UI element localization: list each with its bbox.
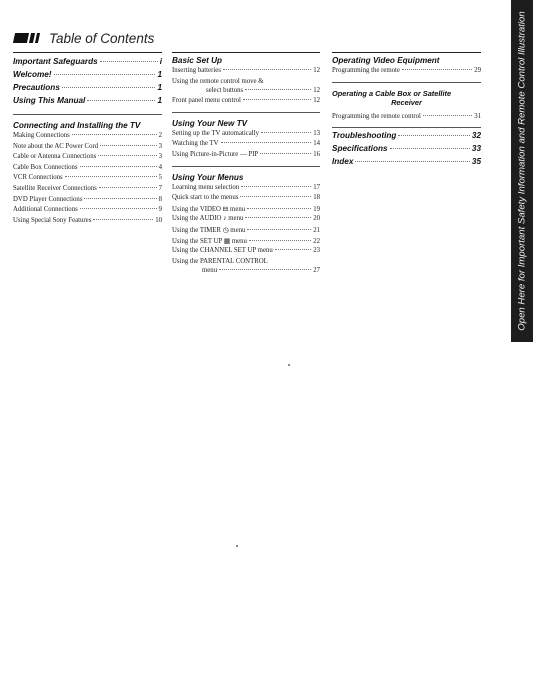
toc-column-2 xyxy=(172,52,320,277)
toc-entry-specifications[interactable]: Specifications 33 xyxy=(332,144,481,154)
toc-entry[interactable]: Making Connections 2 xyxy=(13,132,162,139)
toc-entry[interactable]: Inserting batteries 12 xyxy=(172,67,320,74)
toc-entry[interactable]: Learning menu selection 17 xyxy=(172,183,320,191)
toc-entry-troubleshooting[interactable]: Troubleshooting 32 xyxy=(332,131,481,141)
toc-column-3 xyxy=(332,52,481,170)
toc-entry[interactable]: Note about the AC Power Cord 3 xyxy=(13,142,162,150)
section-title-basic-set-up: Basic Set Up xyxy=(172,56,223,65)
section-title-connecting: Connecting and Installing the TV xyxy=(13,121,141,130)
toc-entry-index[interactable]: Index 35 xyxy=(332,157,481,167)
toc-column-1 xyxy=(13,52,162,227)
toc-entry[interactable]: Additional Connections 9 xyxy=(13,206,162,214)
toc-entry-line[interactable]: Using the PARENTAL CONTROL xyxy=(172,257,268,265)
side-tab[interactable] xyxy=(511,0,533,342)
page-title: Table of Contents xyxy=(49,30,155,46)
page-header xyxy=(14,28,154,48)
toc-entry[interactable]: Using the VIDEO ⊟ menu 19 xyxy=(172,205,320,213)
section-title-cable-box-line2: Receiver xyxy=(391,97,422,107)
section-title-video-equipment: Operating Video Equipment xyxy=(332,56,440,65)
toc-entry[interactable]: menu 27 xyxy=(202,266,320,274)
section-title-cable-box: Operating a Cable Box or Satellite xyxy=(332,88,452,98)
section-title-new-tv: Using Your New TV xyxy=(172,118,248,128)
side-tab-text: Open Here for Important Safety Information and Remote Control Illustration xyxy=(516,11,528,331)
toc-entry[interactable]: Using the CHANNEL SET UP menu 23 xyxy=(172,247,320,255)
toc-entry[interactable]: Programming the remote control 31 xyxy=(332,112,481,120)
toc-entry[interactable]: Setting up the TV automatically 13 xyxy=(172,129,320,137)
toc-entry[interactable]: Quick start to the menus 18 xyxy=(172,194,320,202)
toc-entry[interactable]: Cable Box Connections 4 xyxy=(13,163,162,171)
header-mark-icon xyxy=(14,33,39,43)
toc-entry[interactable]: Programming the remote 29 xyxy=(332,67,481,74)
toc-entry[interactable]: Using the SET UP ▦ menu 22 xyxy=(172,237,320,245)
toc-entry[interactable]: select buttons 12 xyxy=(206,86,320,94)
toc-entry[interactable]: Front panel menu control 12 xyxy=(172,97,320,105)
toc-entry[interactable]: VCR Connections 5 xyxy=(13,174,162,182)
toc-entry[interactable]: Satellite Receiver Connections 7 xyxy=(13,184,162,192)
scan-speck xyxy=(288,364,290,366)
toc-entry[interactable]: Using the TIMER ◷ menu 21 xyxy=(172,226,320,234)
toc-entry[interactable]: Using Picture-in-Picture — PIP 16 xyxy=(172,150,320,158)
toc-entry-important-safeguards[interactable]: Important Safeguards i xyxy=(13,57,162,66)
toc-entry-line[interactable]: Using the remote control move & xyxy=(172,77,264,85)
scan-speck xyxy=(236,545,238,547)
toc-entry[interactable]: Using the AUDIO ♪ menu 20 xyxy=(172,215,320,223)
toc-entry[interactable]: Cable or Antenna Connections 3 xyxy=(13,153,162,161)
toc-entry[interactable]: Using Special Sony Features 10 xyxy=(13,216,162,224)
toc-entry-precautions[interactable]: Precautions 1 xyxy=(13,83,162,92)
toc-entry[interactable]: DVD Player Connections 8 xyxy=(13,195,162,203)
toc-entry[interactable]: Watching the TV 14 xyxy=(172,140,320,148)
toc-entry-welcome[interactable]: Welcome! 1 xyxy=(13,70,162,79)
section-title-menus: Using Your Menus xyxy=(172,172,244,182)
toc-entry-using-this-manual[interactable]: Using This Manual 1 xyxy=(13,96,162,105)
